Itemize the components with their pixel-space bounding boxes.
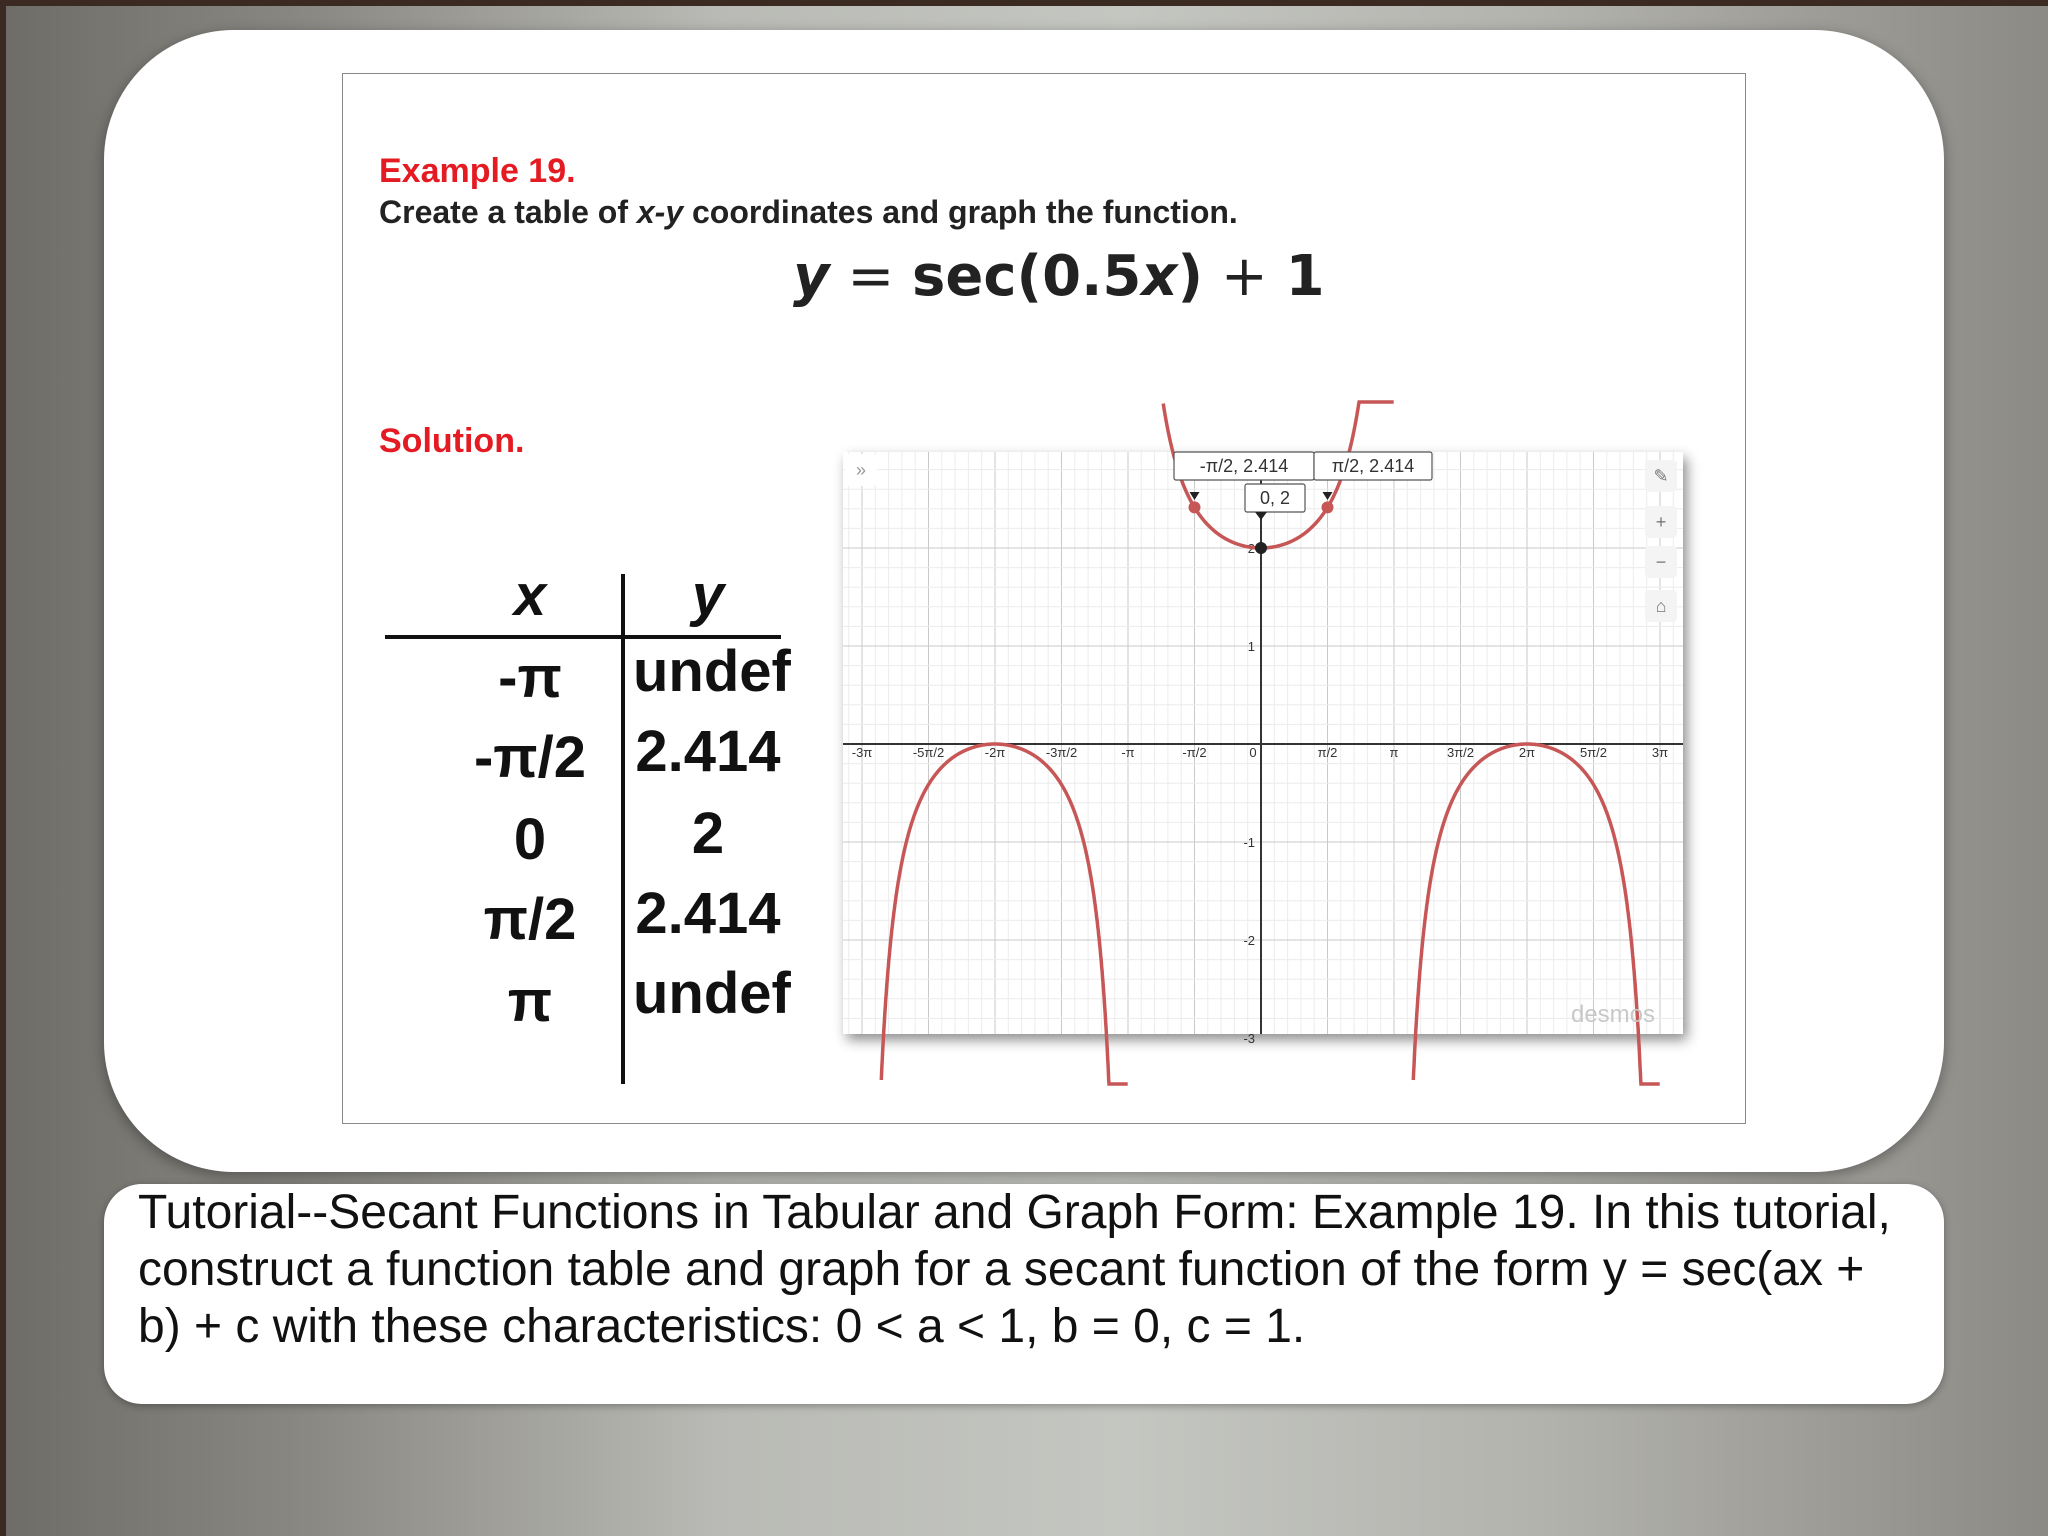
x-tick-label: -3π: [851, 745, 873, 760]
x-header: x: [513, 563, 547, 628]
equation-y: y: [793, 244, 830, 309]
y-tick-label: 1: [1247, 639, 1255, 654]
table-cell-x: π/2: [483, 887, 577, 952]
point-label-right: π/2, 2.414: [1331, 456, 1415, 476]
wrench-icon[interactable]: ✎: [1645, 460, 1677, 492]
frame-left-border: [0, 0, 6, 1536]
double-chevron-icon[interactable]: »: [845, 454, 877, 486]
equation-paren: ): [1177, 244, 1204, 309]
y-tick-label: 2: [1247, 541, 1255, 556]
x-tick-label: 0: [1249, 745, 1257, 760]
secant-curve-branch: [1413, 744, 1659, 1084]
point-label-left: -π/2, 2.414: [1199, 456, 1289, 476]
caption-box: [104, 1184, 1944, 1404]
solution-label: Solution.: [379, 422, 525, 460]
data-point: [1188, 501, 1200, 513]
point-label-center: 0, 2: [1259, 488, 1291, 508]
equation-one: 1: [1285, 244, 1325, 309]
y-header: y: [691, 563, 725, 628]
table-cell-y: 2: [691, 801, 725, 866]
instruction-prefix: Create a table of: [379, 194, 637, 230]
instruction-vars: x-y: [636, 194, 684, 230]
zoom-out-icon[interactable]: −: [1645, 546, 1677, 578]
zoom-in-icon[interactable]: +: [1645, 506, 1677, 538]
x-tick-label: 3π/2: [1446, 745, 1475, 760]
x-tick-label: -π/2: [1182, 745, 1207, 760]
x-tick-label: -3π/2: [1045, 745, 1078, 760]
y-tick-label: -3: [1243, 1031, 1255, 1046]
xy-table: [385, 494, 791, 1084]
secant-curve-branch: [881, 744, 1127, 1084]
x-tick-label: π/2: [1317, 745, 1338, 760]
table-cell-x: π: [507, 969, 553, 1034]
equation-sec: sec(0.5: [912, 244, 1142, 309]
table-column-divider: [621, 574, 625, 1084]
data-point: [1255, 542, 1267, 554]
table-cell-x: -π: [498, 645, 562, 710]
table-cell-y: 2.414: [635, 719, 781, 784]
x-tick-label: -π: [1121, 745, 1135, 760]
table-cell-y: 2.414: [635, 881, 781, 946]
function-equation: [793, 244, 1325, 309]
x-tick-label: 5π/2: [1579, 745, 1608, 760]
x-tick-label: π: [1389, 745, 1399, 760]
equation-x: x: [1141, 244, 1178, 309]
table-cell-x: 0: [513, 807, 547, 872]
equation-equals: =: [829, 244, 913, 309]
desmos-watermark: desmos: [1570, 1001, 1656, 1028]
instruction-suffix: coordinates and graph the function.: [683, 194, 1238, 230]
x-tick-label: -2π: [984, 745, 1006, 760]
label-pointer: [1255, 512, 1267, 520]
y-tick-label: -2: [1243, 933, 1255, 948]
example-title: Example 19.: [379, 152, 576, 190]
table-cell-y: undef: [633, 961, 791, 1026]
frame-top-border: [0, 0, 2048, 6]
secant-graph[interactable]: [843, 452, 1683, 1046]
slide: [342, 73, 1746, 1124]
home-icon[interactable]: ⌂: [1645, 590, 1677, 622]
y-tick-label: -1: [1243, 835, 1255, 850]
instruction-text: [379, 194, 1238, 231]
x-tick-label: -5π/2: [912, 745, 945, 760]
table-cell-y: undef: [633, 639, 791, 704]
x-tick-label: 3π: [1651, 745, 1669, 760]
data-point: [1322, 501, 1334, 513]
graph-panel[interactable]: [843, 452, 1683, 1046]
equation-plus: +: [1203, 244, 1286, 309]
x-tick-label: 2π: [1518, 745, 1536, 760]
table-cell-x: -π/2: [473, 725, 587, 790]
caption-text: Tutorial--Secant Functions in Tabular and Graph Form: Example 19. In this tutorial, construct a function table and graph for a secant function of the form y = sec(ax + b) + c with these characteristics: 0 < a < 1, b = 0, c = 1.: [138, 1186, 1891, 1353]
